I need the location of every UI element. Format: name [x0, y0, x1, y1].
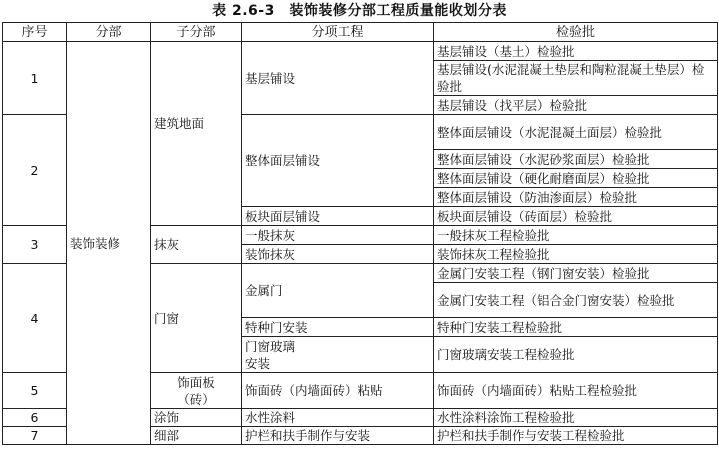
fenxiang-cell: 基层铺设	[242, 42, 434, 115]
batch-cell: 基层铺设（基土）检验批	[434, 42, 718, 61]
batch-cell: 饰面砖（内墙面砖）粘贴工程检验批	[434, 373, 718, 409]
zifenbu-cell: 建筑地面	[151, 42, 242, 226]
fenxiang-cell: 金属门	[242, 264, 434, 318]
fenxiang-cell: 特种门安装	[242, 318, 434, 337]
batch-cell: 基层铺设（找平层）检验批	[434, 96, 718, 115]
seq-cell: 3	[3, 226, 67, 264]
header-batch: 检验批	[434, 23, 718, 42]
batch-cell: 整体面层铺设（水泥砂浆面层）检验批	[434, 150, 718, 169]
batch-cell: 基层铺设(水泥混凝土垫层和陶粒混凝土垫层）检验批	[434, 61, 718, 96]
table-row	[3, 42, 718, 61]
batch-cell: 板块面层铺设（砖面层）检验批	[434, 207, 718, 226]
zifenbu-cell: 门窗	[151, 264, 242, 373]
batch-cell: 特种门安装工程检验批	[434, 318, 718, 337]
seq-cell: 4	[3, 264, 67, 373]
fenxiang-cell: 护栏和扶手制作与安装	[242, 427, 434, 445]
header-row	[3, 23, 718, 42]
inspection-batch-table	[2, 22, 718, 445]
batch-cell: 整体面层铺设（水泥混凝土面层）检验批	[434, 115, 718, 150]
seq-cell: 7	[3, 427, 67, 445]
seq-cell: 6	[3, 409, 67, 427]
header-fenxiang: 分项工程	[242, 23, 434, 42]
zifenbu-cell: 涂饰	[151, 409, 242, 427]
fenxiang-cell: 一般抹灰	[242, 226, 434, 245]
fenbu-cell: 装饰装修	[67, 42, 151, 445]
batch-cell: 水性涂料涂饰工程检验批	[434, 409, 718, 427]
fenxiang-cell: 板块面层铺设	[242, 207, 434, 226]
header-seq: 序号	[3, 23, 67, 42]
zifenbu-cell: 饰面板（砖）	[151, 373, 242, 409]
batch-cell: 护栏和扶手制作与安装工程检验批	[434, 427, 718, 445]
fenxiang-cell: 整体面层铺设	[242, 115, 434, 207]
fenxiang-cell: 门窗玻璃安装	[242, 337, 434, 373]
batch-cell: 金属门安装工程（钢门窗安装）检验批	[434, 264, 718, 283]
batch-cell: 装饰抹灰工程检验批	[434, 245, 718, 264]
batch-cell: 金属门安装工程（铝合金门窗安装）检验批	[434, 283, 718, 318]
batch-cell: 一般抹灰工程检验批	[434, 226, 718, 245]
seq-cell: 5	[3, 373, 67, 409]
seq-cell: 2	[3, 115, 67, 226]
batch-cell: 整体面层铺设（防油渗面层）检验批	[434, 188, 718, 207]
zifenbu-cell: 抹灰	[151, 226, 242, 264]
batch-cell: 门窗玻璃安装工程检验批	[434, 337, 718, 373]
zifenbu-cell: 细部	[151, 427, 242, 445]
batch-cell: 整体面层铺设（硬化耐磨面层）检验批	[434, 169, 718, 188]
fenxiang-cell: 饰面砖（内墙面砖）粘贴	[242, 373, 434, 409]
fenxiang-cell: 水性涂料	[242, 409, 434, 427]
seq-cell: 1	[3, 42, 67, 115]
fenxiang-cell: 装饰抹灰	[242, 245, 434, 264]
header-fenbu: 分部	[67, 23, 151, 42]
table-title: 表 2.6-3 装饰装修分部工程质量能收划分表	[212, 3, 507, 19]
header-zifenbu: 子分部	[151, 23, 242, 42]
